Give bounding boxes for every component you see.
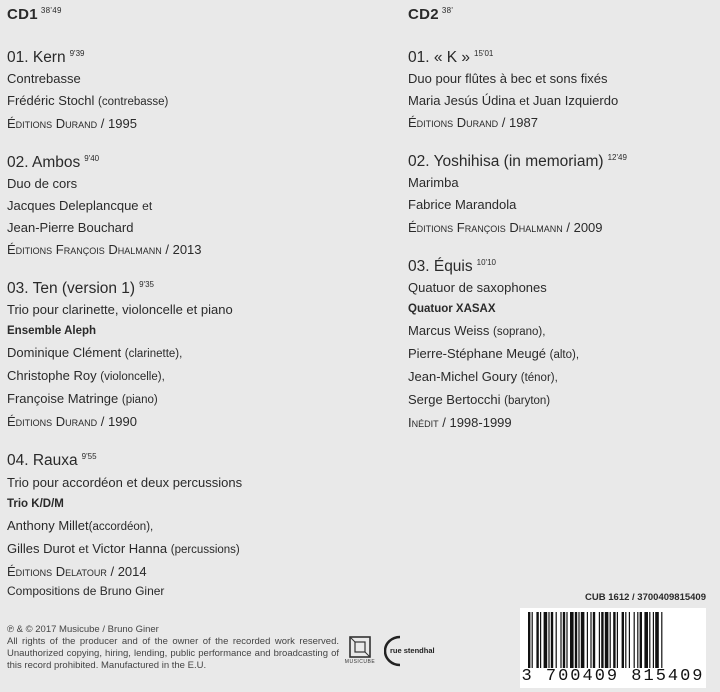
cd1-label: CD1 — [7, 6, 38, 23]
ensemble-name: Trio K/D/M — [7, 497, 64, 510]
track-duration: 9'39 — [69, 49, 85, 58]
performer-line: Dominique Clément (clarinette), — [7, 345, 183, 361]
publisher-line: Éditions Durand / 1995 — [7, 116, 137, 132]
track-title: 04. Rauxa $^{9'55}$ — [7, 452, 97, 470]
track-instrumentation: Duo pour flûtes à bec et sons fixés — [408, 71, 608, 87]
ensemble-name: Quatuor XASAX — [408, 303, 496, 316]
performer-line: Anthony Millet(accordéon), — [7, 517, 154, 533]
performer-line: Serge Bertocchi (baryton) — [408, 392, 551, 408]
track-duration: 9'35 — [139, 280, 154, 290]
publisher-line: Éditions Delatour / 2014 — [7, 563, 147, 579]
track-title: 03. Ten (version 1) $^{9'35}$ — [7, 280, 154, 298]
publisher-line: Éditions Durand / 1990 — [7, 414, 137, 430]
track-instrumentation: Trio pour clarinette, violoncelle et piano — [7, 302, 233, 318]
cd1-track-1 — [7, 44, 367, 135]
publisher-line: Inédit / 1998-1999 — [408, 415, 512, 431]
cd1-duration: 38'49 — [40, 6, 62, 15]
track-duration: 15'01 — [474, 49, 494, 58]
publisher-line: Éditions François Dhalmann / 2013 — [7, 242, 202, 258]
cd2-duration: 38' — [441, 6, 454, 15]
track-title: 01. « K » $^{15'01}$ — [408, 49, 494, 67]
track-duration: 10'10 — [476, 258, 496, 268]
performer-line: Christophe Roy (violoncelle), — [7, 368, 165, 384]
catalog-number: CUB 1612 / 3700409815409 — [585, 592, 706, 603]
legal-notice — [7, 624, 339, 672]
rights-text: All rights of the producer and of the owner of the recorded work reserved. Unauthorized copying, hiring, lending, public performance and broadcasting of this record prohibited. Manufactured in the E.U. — [7, 636, 339, 671]
compositions-credit: Compositions de Bruno Giner — [7, 584, 165, 598]
cd1-column — [7, 0, 367, 597]
cd1-track-4 — [7, 447, 367, 582]
cd2-track-1 — [408, 44, 708, 134]
track-title: 01. Kern $^{9'39}$ — [7, 49, 85, 67]
track-title: 02. Ambos $^{9'40}$ — [7, 154, 100, 172]
performer-line: Françoise Matringe (piano) — [7, 391, 158, 407]
cd2-track-2 — [408, 148, 708, 239]
performer-line: Pierre-Stéphane Meugé (alto), — [408, 346, 580, 362]
barcode-number: 3 700409 815409 — [521, 667, 705, 686]
cd1-track-2 — [7, 149, 367, 261]
cd2-column — [408, 0, 708, 448]
performer-line: Fabrice Marandola — [408, 197, 517, 213]
track-instrumentation: Quatuor de saxophones — [408, 280, 547, 296]
rue-stendhal-logo-text: rue stendhal — [390, 646, 435, 655]
copyright-line: ℗ & © 2017 Musicube / Bruno Giner — [7, 624, 159, 635]
performer-line: Marcus Weiss (soprano), — [408, 323, 546, 339]
barcode — [520, 608, 706, 688]
performer-line: Jean-Pierre Bouchard — [7, 220, 134, 236]
track-duration: 12'49 — [607, 153, 627, 163]
performer-line: Frédéric Stochl (contrebasse) — [7, 93, 169, 109]
cd2-track-3 — [408, 253, 708, 434]
performer-line: Jacques Deleplancque et — [7, 198, 153, 214]
performer-line: Jean-Michel Goury (ténor), — [408, 369, 558, 385]
cd1-header — [7, 6, 367, 30]
track-title: 02. Yoshihisa (in memoriam) $^{12'49}$ — [408, 153, 627, 171]
track-title: 03. Équis $^{10'10}$ — [408, 258, 496, 276]
ensemble-name: Ensemble Aleph — [7, 325, 97, 338]
cd1-track-3 — [7, 275, 367, 433]
track-instrumentation: Trio pour accordéon et deux percussions — [7, 474, 243, 490]
barcode-bars — [528, 612, 700, 668]
performer-line: Gilles Durot et Victor Hanna (percussions) — [7, 540, 240, 556]
track-instrumentation: Contrebasse — [7, 71, 81, 87]
publisher-line: Éditions François Dhalmann / 2009 — [408, 220, 603, 236]
track-duration: 9'55 — [81, 452, 97, 462]
track-instrumentation: Marimba — [408, 175, 459, 191]
track-duration: 9'40 — [84, 154, 100, 164]
cd2-header — [408, 6, 708, 30]
musicube-logo-icon — [344, 636, 376, 666]
track-instrumentation: Duo de cors — [7, 176, 78, 192]
musicube-logo-text: MUSICUBE — [344, 659, 376, 665]
rue-stendhal-logo-icon — [384, 634, 435, 668]
cd2-label: CD2 — [408, 6, 439, 23]
performer-line: Maria Jesús Údina et Juan Izquierdo — [408, 93, 619, 109]
publisher-line: Éditions Durand / 1987 — [408, 115, 538, 131]
